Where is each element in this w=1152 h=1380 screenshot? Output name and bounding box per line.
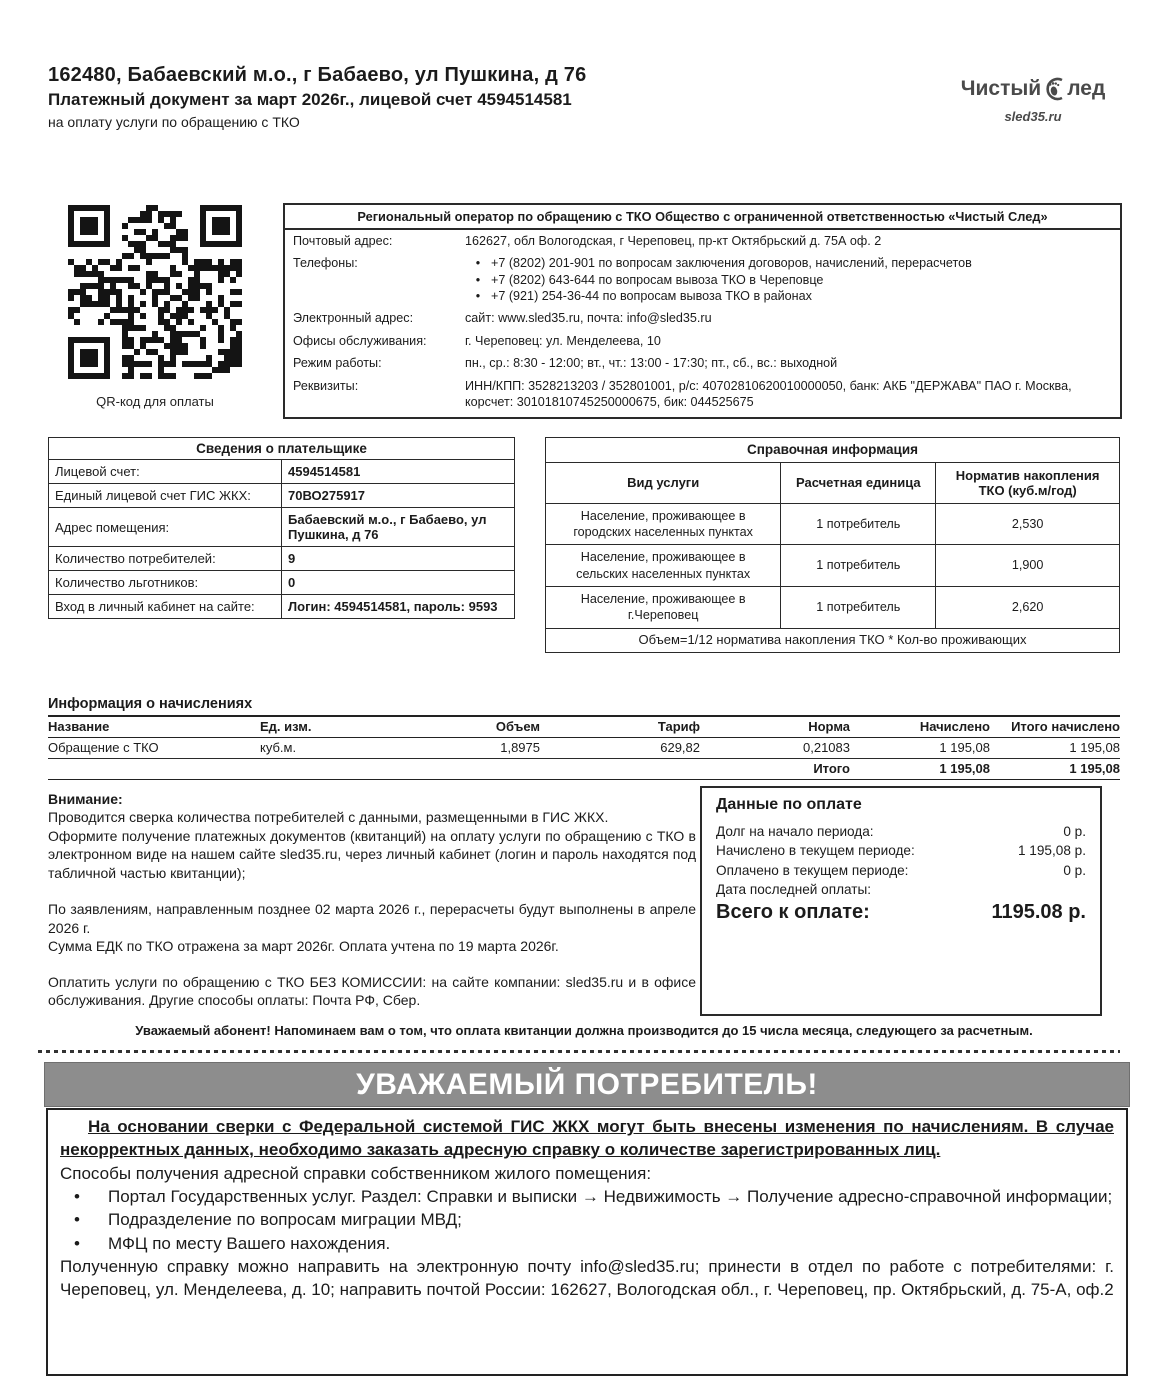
- logo-text: [948, 76, 1118, 102]
- beneficiaries-count: 0: [282, 571, 515, 595]
- row-label: Лицевой счет:: [49, 460, 282, 484]
- charges-section: [48, 696, 1120, 780]
- col-total-accrued: Итого начислено: [990, 716, 1120, 738]
- payer-address-title: 162480, Бабаевский м.о., г Бабаево, ул Пушкина, д 76: [48, 64, 587, 86]
- service-type: Население, проживающее в сельских населенных пунктах: [546, 545, 781, 587]
- payment-methods-note: Оплатить услуги по обращению с ТКО БЕЗ КОМИССИИ: на сайте компании: sled35.ru и в офисе обслуживания. Другие способы оплаты: Почта РФ, Сбер.: [48, 974, 696, 1009]
- col-tariff: Тариф: [540, 716, 700, 738]
- norm-value: 2,620: [936, 586, 1120, 628]
- bullet-icon: •: [475, 256, 481, 271]
- charge-volume: 1,8975: [410, 738, 540, 759]
- row-label: Телефоны:: [293, 256, 358, 271]
- row-label: Адрес помещения:: [49, 508, 282, 547]
- attention-section: [48, 790, 696, 956]
- norm-value: 2,530: [936, 503, 1120, 545]
- consumers-count: 9: [282, 547, 515, 571]
- methods-title: Способы получения адресной справки собственником жилого помещения:: [60, 1164, 652, 1184]
- bullet-icon: •: [74, 1210, 80, 1230]
- operator-info-table: [283, 203, 1122, 419]
- row-label: Начислено в текущем периоде:: [716, 843, 915, 859]
- consumer-banner: УВАЖАЕМЫЙ ПОТРЕБИТЕЛЬ!: [44, 1062, 1130, 1107]
- total-due-value: 1195.08 р.: [991, 901, 1086, 924]
- payment-row: [716, 841, 1086, 860]
- qr-code-image: [68, 205, 242, 379]
- row-value: 162627, обл Вологодская, г Череповец, пр-кт Октябрьский д. 75А оф. 2: [465, 234, 882, 248]
- phone-text: +7 (921) 254-36-44 по вопросам вывоза ТКО в районах: [491, 289, 812, 304]
- col-norm: Норма: [700, 716, 850, 738]
- charge-total: 1 195,08: [990, 738, 1120, 759]
- reference-table-title: Справочная информация: [546, 438, 1120, 463]
- payment-row: [716, 822, 1086, 841]
- row-value: г. Череповец: ул. Менделеева, 10: [465, 333, 661, 348]
- paid-current: 0 р.: [1063, 862, 1086, 878]
- charge-unit: куб.м.: [260, 738, 410, 759]
- payment-row: [716, 880, 1086, 899]
- charge-name: Обращение с ТКО: [48, 738, 260, 759]
- col-header-unit: Расчетная единица: [781, 462, 936, 503]
- method-item: [60, 1208, 1114, 1231]
- table-header-row: [546, 462, 1120, 503]
- payment-deadline-reminder: Уважаемый абонент! Напоминаем вам о том, что оплата квитанции должна производится до 15 числа месяца, следующего за расчетным.: [135, 1023, 1033, 1038]
- charge-accrued: 1 195,08: [850, 738, 990, 759]
- col-name: Название: [48, 716, 260, 738]
- method-text: Портал Государственных услуг. Раздел: Справки и выписки → Недвижимость → Получение адресно-справочной информации;: [108, 1187, 1113, 1207]
- row-value: пн., ср.: 8:30 - 12:00; вт., чт.: 13:00 - 17:30; пт., сб., вс.: выходной: [465, 356, 838, 371]
- total-sum: 1 195,08: [990, 759, 1120, 780]
- charges-total-row: [48, 759, 1120, 780]
- unit: 1 потребитель: [781, 503, 936, 545]
- charge-norm: 0,21083: [700, 738, 850, 759]
- operator-row-postal: [285, 230, 1120, 252]
- col-header-service: Вид услуги: [546, 462, 781, 503]
- row-label: Оплачено в текущем периоде:: [716, 862, 909, 878]
- payment-data-box: [700, 786, 1102, 1016]
- debt-start: 0 р.: [1063, 824, 1086, 839]
- document-title: Платежный документ за март 2026г., лицевой счет 4594514581: [48, 90, 572, 109]
- table-row: [49, 571, 515, 595]
- row-label: Реквизиты:: [293, 378, 359, 393]
- unit: 1 потребитель: [781, 586, 936, 628]
- operator-row-hours: [285, 352, 1120, 374]
- row-label: Количество потребителей:: [49, 547, 282, 571]
- total-label: Итого: [700, 759, 850, 780]
- attention-paragraph: Оформите получение платежных документов (квитанций) на оплату услуги по обращению с ТКО в электронном виде на нашем сайте sled35.ru, через личный кабинет (логин и пароль находятся под табличной частью квитанции);: [48, 827, 696, 881]
- volume-formula-note: Объем=1/12 норматива накопления ТКО * Кол-во проживающих: [546, 628, 1120, 652]
- phone-item: [465, 272, 1110, 288]
- attention-paragraph: По заявлениям, направленным позднее 02 марта 2026 г., перерасчеты будут выполнены в апреле 2026 г.: [48, 901, 696, 936]
- method-text: МФЦ по месту Вашего нахождения.: [108, 1233, 391, 1253]
- method-text: Подразделение по вопросам миграции МВД;: [108, 1210, 462, 1230]
- payer-table-title: Сведения о плательщике: [49, 438, 515, 460]
- phone-item: [465, 288, 1110, 304]
- logo-word-1: Чистый: [960, 77, 1042, 100]
- row-label: Долг на начало периода:: [716, 824, 874, 839]
- cut-line-divider: [38, 1050, 1120, 1053]
- charges-title: Информация о начислениях: [48, 696, 253, 712]
- reference-info-table: [545, 437, 1120, 653]
- charges-data-row: [48, 738, 1120, 759]
- table-row: [49, 595, 515, 619]
- service-type: Население, проживающее в городских населенных пунктах: [546, 503, 781, 545]
- row-value: сайт: www.sled35.ru, почта: info@sled35.ru: [465, 311, 712, 326]
- total-due-label: Всего к оплате:: [716, 901, 870, 924]
- payer-info-table: [48, 437, 515, 619]
- attention-title: Внимание:: [48, 791, 123, 807]
- phone-text: +7 (8202) 643-644 по вопросам вывоза ТКО в Череповце: [491, 272, 824, 287]
- norm-value: 1,900: [936, 545, 1120, 587]
- total-accrued: 1 195,08: [850, 759, 990, 780]
- payment-box-title: Данные по оплате: [716, 796, 862, 813]
- row-value: ИНН/КПП: 3528213203 / 352801001, р/с: 40702810620010000050, банк: АКБ "ДЕРЖАВА" ПАО г. Москва, корсчет: 30101810745250000675, бик: 044525675: [465, 378, 1072, 409]
- bullet-icon: •: [475, 272, 481, 287]
- col-accrued: Начислено: [850, 716, 990, 738]
- table-row: [49, 484, 515, 508]
- row-label: Единый лицевой счет ГИС ЖКХ:: [49, 484, 282, 508]
- logo-website: sled35.ru: [1004, 109, 1062, 124]
- operator-row-offices: [285, 330, 1120, 352]
- row-label: Количество льготников:: [49, 571, 282, 595]
- table-row: [546, 586, 1120, 628]
- accrued-current: 1 195,08 р.: [1017, 843, 1086, 859]
- gis-verification-notice: На основании сверки с Федеральной системой ГИС ЖКХ могут быть внесены изменения по начислениям. В случае некорректных данных, необходимо заказать адресную справку о количестве зарегистрированных лиц.: [60, 1117, 1114, 1160]
- payment-row: [716, 861, 1086, 880]
- gis-account: 70ВО275917: [282, 484, 515, 508]
- row-label: Вход в личный кабинет на сайте:: [49, 595, 282, 619]
- operator-table-title: Региональный оператор по обращению с ТКО Общество с ограниченной ответственностью «Чистый След»: [285, 205, 1120, 230]
- service-subtitle: на оплату услуги по обращению с ТКО: [48, 114, 300, 130]
- table-row: [49, 460, 515, 484]
- table-row: [546, 503, 1120, 545]
- charge-tariff: 629,82: [540, 738, 700, 759]
- login-password: Логин: 4594514581, пароль: 9593: [282, 595, 515, 619]
- phone-text: +7 (8202) 201-901 по вопросам заключения договоров, начислений, перерасчетов: [491, 256, 972, 271]
- row-label: Офисы обслуживания:: [293, 333, 427, 348]
- document-header: [48, 64, 808, 130]
- row-label: Почтовый адрес:: [293, 234, 393, 248]
- attention-paragraph: Сумма ЕДК по ТКО отражена за март 2026г. Оплата учтена по 19 марта 2026г.: [48, 938, 559, 955]
- total-due-row: [716, 901, 1086, 924]
- method-item: [60, 1232, 1114, 1255]
- premises-address: Бабаевский м.о., г Бабаево, ул Пушкина, д 76: [282, 508, 515, 547]
- table-row: [49, 547, 515, 571]
- bullet-icon: •: [74, 1187, 80, 1207]
- bullet-icon: •: [475, 289, 481, 304]
- service-type: Население, проживающее в г.Череповец: [546, 586, 781, 628]
- unit: 1 потребитель: [781, 545, 936, 587]
- certificate-delivery-note: Полученную справку можно направить на электронную почту info@sled35.ru; принести в отдел по работе с потребителями: г. Череповец, ул. Менделеева, д. 10; направить почтой России: 162627, Вологодская обл., г. Череповец, пр. Октябрьский, д. 75-А, оф.2: [60, 1256, 1114, 1299]
- account-number: 4594514581: [282, 460, 515, 484]
- method-item: [60, 1185, 1114, 1208]
- qr-block: [60, 205, 250, 409]
- row-label: Дата последней оплаты:: [716, 881, 872, 897]
- table-row: [49, 508, 515, 547]
- table-row: [546, 545, 1120, 587]
- operator-row-phones: [285, 252, 1120, 307]
- logo-word-2: лед: [1067, 77, 1106, 100]
- consumer-notice-box: [46, 1108, 1128, 1376]
- row-label: Электронный адрес:: [293, 311, 414, 326]
- charges-header-row: [48, 716, 1120, 738]
- operator-row-requisites: [285, 375, 1120, 418]
- phone-item: [465, 255, 1110, 271]
- col-header-norm: Норматив накопления ТКО (куб.м/год): [936, 462, 1120, 503]
- phone-list: [465, 255, 1110, 304]
- bullet-icon: •: [74, 1233, 80, 1253]
- col-volume: Объем: [410, 716, 540, 738]
- attention-paragraph: Проводится сверка количества потребителей с данными, размещенными в ГИС ЖКХ.: [48, 809, 609, 826]
- row-label: Режим работы:: [293, 356, 382, 371]
- company-logo: [948, 76, 1118, 124]
- col-unit: Ед. изм.: [260, 716, 410, 738]
- footprint-icon: [1042, 76, 1066, 102]
- operator-row-email: [285, 307, 1120, 329]
- qr-caption: QR-код для оплаты: [96, 394, 214, 409]
